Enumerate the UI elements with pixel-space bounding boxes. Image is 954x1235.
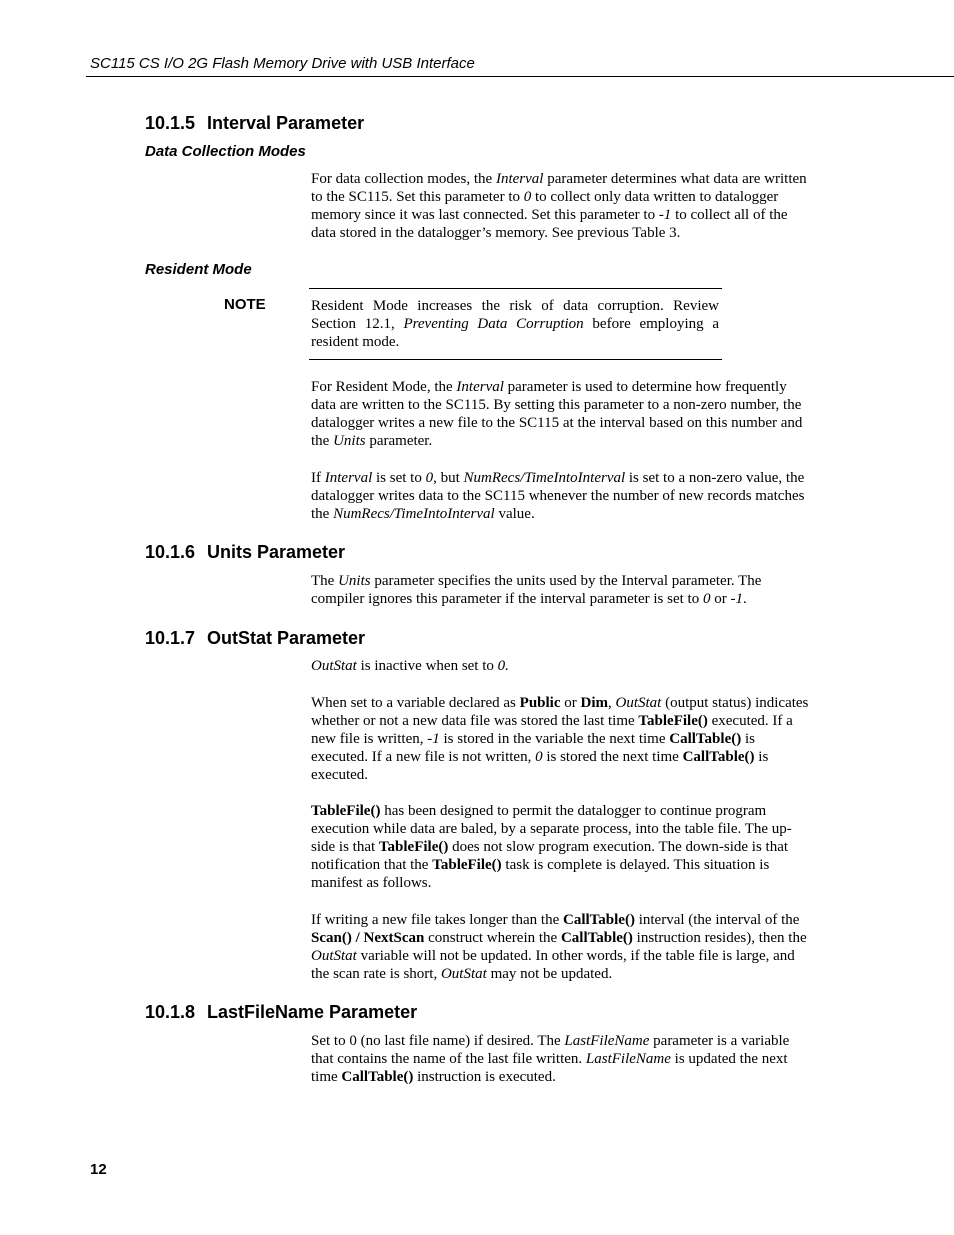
section-number: 10.1.5 bbox=[145, 113, 196, 133]
note-top-rule bbox=[309, 288, 722, 289]
section-title: LastFileName Parameter bbox=[207, 1002, 418, 1022]
italic-text: Preventing Data Corruption bbox=[403, 316, 584, 332]
text-run: . bbox=[742, 591, 747, 607]
text-run: executed. If a new file is written, bbox=[311, 713, 793, 747]
text-run: is inactive when set to bbox=[356, 658, 498, 674]
paragraph bbox=[311, 469, 811, 523]
text-run: parameter is used to determine how frequently data are written to the SC115. By setting this parameter to a non-zero number, the datalogger writes a new file to the SC115 at the interval based on this number and the bbox=[311, 379, 803, 449]
running-header: SC115 CS I/O 2G Flash Memory Drive with USB Interface bbox=[90, 55, 475, 72]
text-run: instruction is executed. bbox=[413, 1069, 556, 1085]
text-run: is executed. bbox=[311, 749, 769, 783]
note-text bbox=[311, 297, 719, 351]
text-run: parameter determines what data are written to the SC115. Set this parameter to bbox=[311, 171, 807, 205]
note-label: NOTE bbox=[224, 296, 266, 313]
italic-text: 0 bbox=[535, 749, 543, 765]
italic-text: OutStat bbox=[615, 695, 662, 711]
bold-text: CallTable() bbox=[341, 1069, 414, 1085]
section-heading-10-1-6 bbox=[145, 542, 345, 563]
text-run: is updated the next time bbox=[311, 1051, 788, 1085]
italic-text: Units bbox=[338, 573, 371, 589]
header-rule bbox=[86, 76, 954, 77]
text-run: , but bbox=[433, 470, 464, 486]
text-run: or bbox=[560, 695, 581, 711]
italic-text: -1 bbox=[730, 591, 743, 607]
text-run: For Resident Mode, the bbox=[311, 379, 457, 395]
bold-text: Scan() / NextScan bbox=[311, 930, 425, 946]
italic-text: OutStat bbox=[440, 966, 487, 982]
text-run: instruction resides), then the bbox=[632, 930, 807, 946]
section-number: 10.1.6 bbox=[145, 542, 196, 562]
text-run: Resident Mode increases the risk of data corruption. Review Section 12.1, bbox=[311, 298, 719, 332]
text-run: may not be updated. bbox=[486, 966, 613, 982]
paragraph bbox=[311, 1032, 811, 1086]
text-run: parameter specifies the units used by the Interval parameter. The compiler ignores this parameter if the interval parameter is set to bbox=[311, 573, 762, 607]
text-run: to collect all of the data stored in the datalogger’s memory. See previous Table 3. bbox=[311, 207, 788, 241]
text-run: If bbox=[311, 470, 325, 486]
italic-text: Interval bbox=[456, 379, 504, 395]
section-heading-10-1-8 bbox=[145, 1002, 417, 1023]
paragraph bbox=[311, 572, 811, 608]
bold-text: CallTable() bbox=[560, 930, 633, 946]
paragraph bbox=[311, 802, 811, 892]
text-run: , bbox=[608, 695, 616, 711]
section-title: Units Parameter bbox=[207, 542, 346, 562]
text-run: parameter. bbox=[365, 433, 433, 449]
italic-text: Units bbox=[333, 433, 366, 449]
bold-text: CallTable() bbox=[563, 912, 635, 928]
paragraph bbox=[311, 378, 811, 450]
italic-text: 0. bbox=[497, 658, 509, 674]
paragraph bbox=[311, 911, 811, 983]
italic-text: 0 bbox=[425, 470, 434, 486]
bold-text: TableFile() bbox=[378, 839, 449, 855]
bold-text: CallTable() bbox=[682, 749, 755, 765]
text-run: variable will not be updated. In other words, if the table file is large, and the scan rate is short, bbox=[311, 948, 795, 982]
subheading-data-collection-modes: Data Collection Modes bbox=[145, 143, 306, 160]
text-run: is stored in the variable the next time bbox=[439, 731, 670, 747]
section-heading-10-1-7 bbox=[145, 628, 365, 649]
text-run: construct wherein the bbox=[424, 930, 561, 946]
bold-text: TableFile() bbox=[638, 713, 708, 729]
text-run: does not slow program execution. The down-side is that notification that the bbox=[311, 839, 789, 873]
text-run: to collect only data written to datalogger memory since it was last connected. Set this parameter to bbox=[311, 189, 779, 223]
paragraph bbox=[311, 657, 811, 675]
section-heading-10-1-5 bbox=[145, 113, 364, 134]
italic-text: 0 bbox=[523, 189, 532, 205]
italic-text: Interval bbox=[495, 171, 544, 187]
bold-text: TableFile() bbox=[432, 857, 502, 873]
italic-text: -1 bbox=[658, 207, 672, 223]
text-run: Set to 0 (no last file name) if desired. The bbox=[311, 1033, 565, 1049]
text-run: The bbox=[311, 573, 339, 589]
section-number: 10.1.7 bbox=[145, 628, 196, 648]
text-run: When set to a variable declared as bbox=[311, 695, 520, 711]
section-number: 10.1.8 bbox=[145, 1002, 196, 1022]
text-run: is stored the next time bbox=[542, 749, 683, 765]
text-run: If writing a new file takes longer than the bbox=[311, 912, 563, 928]
page-number: 12 bbox=[90, 1161, 107, 1178]
italic-text: OutStat bbox=[311, 948, 357, 964]
italic-text: 0 bbox=[702, 591, 711, 607]
italic-text: LastFileName bbox=[585, 1051, 671, 1067]
text-run: interval (the interval of the bbox=[634, 912, 800, 928]
bold-text: Dim bbox=[580, 695, 608, 711]
bold-text: TableFile() bbox=[311, 803, 381, 819]
subheading-resident-mode: Resident Mode bbox=[145, 261, 252, 278]
bold-text: CallTable() bbox=[669, 731, 742, 747]
bold-text: Public bbox=[519, 695, 561, 711]
text-run: task is complete is delayed. This situation is manifest as follows. bbox=[311, 857, 770, 891]
text-run: For data collection modes, the bbox=[311, 171, 496, 187]
text-run: is set to bbox=[372, 470, 426, 486]
text-run: is set to a non-zero value, the datalogger writes data to the SC115 whenever the number of new records matches the bbox=[311, 470, 805, 522]
italic-text: LastFileName bbox=[564, 1033, 650, 1049]
italic-text: NumRecs/TimeIntoInterval bbox=[333, 506, 495, 522]
text-run: or bbox=[710, 591, 731, 607]
italic-text: OutStat bbox=[311, 658, 357, 674]
text-run: has been designed to permit the datalogger to continue program execution while data are baled, by a separate process, into the table file. The up-side is that bbox=[311, 803, 792, 855]
italic-text: Interval bbox=[324, 470, 373, 486]
text-run: is executed. If a new file is not written, bbox=[311, 731, 755, 765]
note-bottom-rule bbox=[309, 359, 722, 360]
text-run: (output status) indicates whether or not a new data file was stored the last time bbox=[311, 695, 809, 729]
text-run: parameter is a variable that contains the name of the last file written. bbox=[311, 1033, 790, 1067]
paragraph bbox=[311, 170, 811, 242]
text-run: before employing a resident mode. bbox=[311, 316, 719, 350]
text-run: value. bbox=[494, 506, 535, 522]
paragraph bbox=[311, 694, 811, 784]
section-title: Interval Parameter bbox=[207, 113, 365, 133]
italic-text: -1 bbox=[427, 731, 440, 747]
italic-text: NumRecs/TimeIntoInterval bbox=[463, 470, 626, 486]
section-title: OutStat Parameter bbox=[207, 628, 366, 648]
